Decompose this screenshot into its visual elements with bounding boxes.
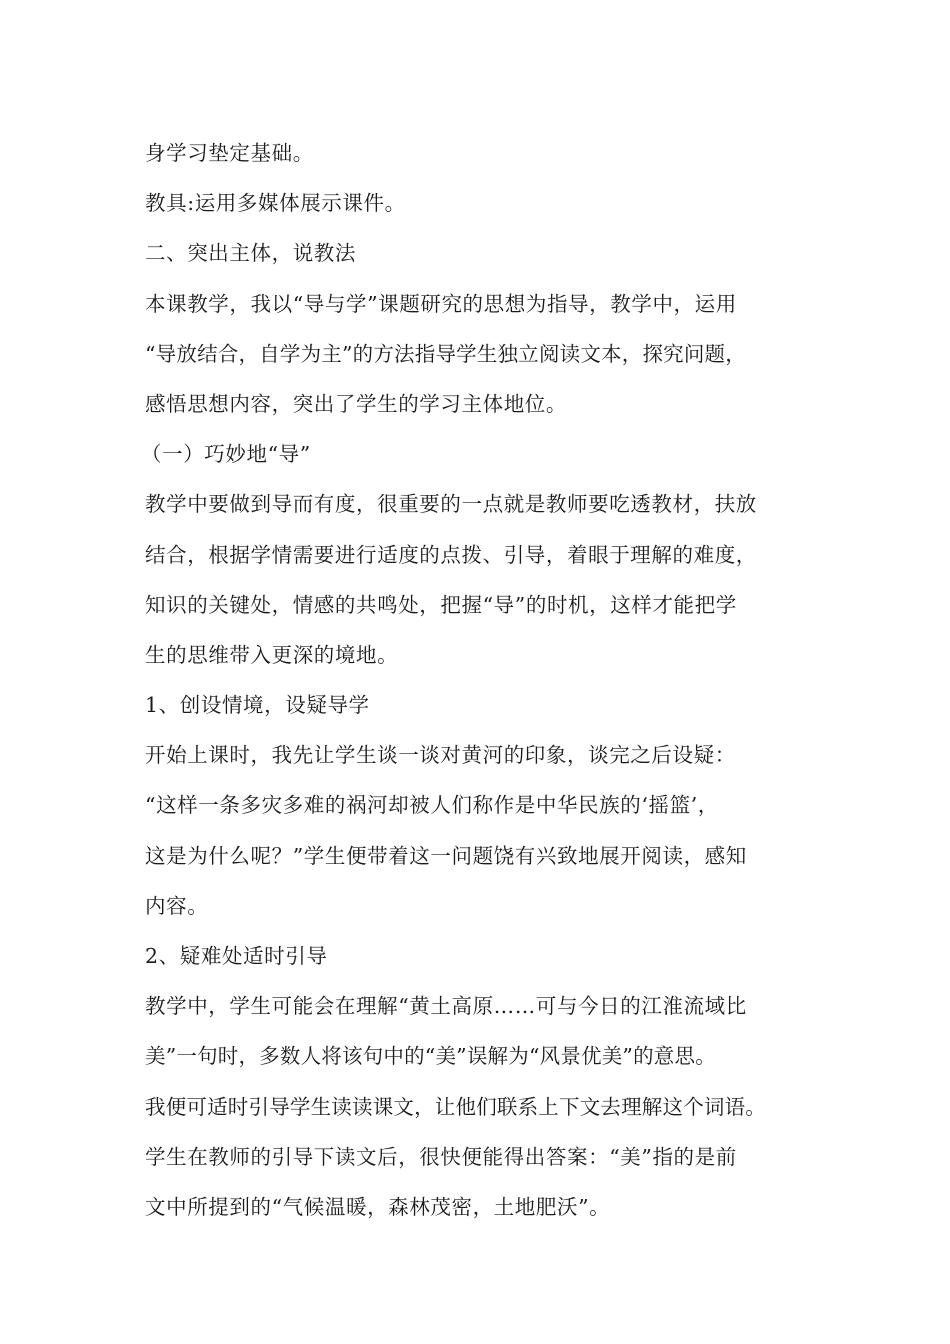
- text-line: 我便可适时引导学生读读课文，让他们联系上下文去理解这个词语。: [145, 1094, 766, 1119]
- text-line: 结合，根据学情需要进行适度的点拨、引导，着眼于理解的难度，: [145, 542, 757, 567]
- text-line: 生的思维带入更深的境地。: [145, 642, 399, 667]
- text-line: 内容。: [145, 893, 209, 918]
- text-line: 身学习垫定基础。: [145, 141, 314, 165]
- text-line: 本课教学，我以“导与学”课题研究的思想为指导，教学中，运用: [145, 291, 737, 316]
- text-line: 开始上课时，我先让学生谈一谈对黄河的印象，谈完之后设疑：: [145, 743, 736, 768]
- subsection-heading: （一）巧妙地“导”: [141, 442, 311, 467]
- text-line: 教学中，学生可能会在理解“黄土高原……可与今日的江淮流域比: [145, 994, 747, 1019]
- text-line: 教具:运用多媒体展示课件。: [145, 191, 406, 216]
- item-heading: 2、疑难处适时引导: [145, 944, 328, 968]
- text-line: 这是为什么呢？”学生便带着这一问题饶有兴致地展开阅读，感知: [145, 843, 747, 868]
- text-line: 知识的关键处，情感的共鸣处，把握“导”的时机，这样才能把学: [145, 592, 737, 617]
- text-line: 学生在教师的引导下读文后，很快便能得出答案：“美”指的是前: [145, 1144, 737, 1169]
- text-line: 文中所提到的“气候温暖，森林茂密，土地肥沃”。: [145, 1194, 611, 1219]
- text-line: 教学中要做到导而有度，很重要的一点就是教师要吃透教材，扶放: [145, 492, 757, 517]
- text-line: 感悟思想内容，突出了学生的学习主体地位。: [145, 391, 567, 416]
- text-line: 美”一句时，多数人将该句中的“美”误解为“风景优美”的意思。: [145, 1044, 716, 1069]
- item-heading: 1、创设情境，设疑导学: [145, 693, 370, 718]
- text-line: “导放结合，自学为主”的方法指导学生独立阅读文本，探究问题，: [145, 341, 746, 366]
- text-line: “这样一条多灾多难的祸河却被人们称作是中华民族的‘摇篮’，: [145, 793, 719, 818]
- section-heading: 二、突出主体，说教法: [145, 241, 356, 266]
- document-body: [141, 128, 835, 1232]
